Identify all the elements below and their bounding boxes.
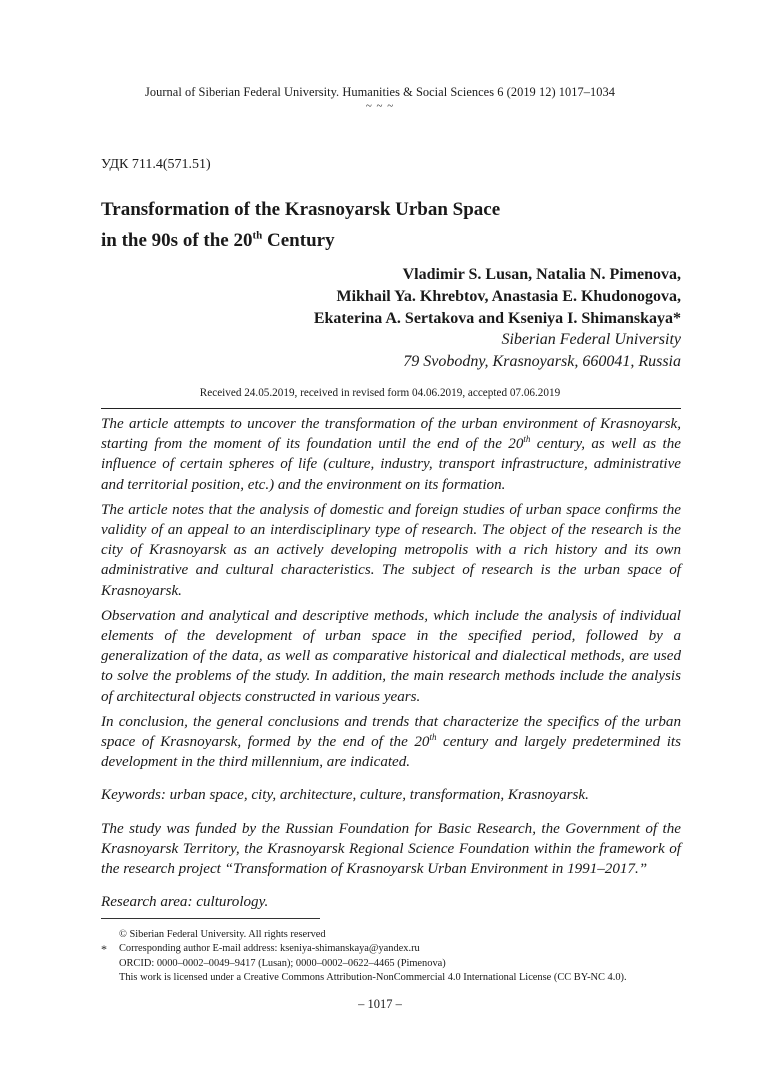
author-line: Ekaterina A. Sertakova and Kseniya I. Shimanskaya* (313, 310, 681, 327)
abstract-paragraph-2: The article notes that the analysis of domestic and foreign studies of urban space confirms the validity of an appeal to an interdisciplinary type of research. The object of the research is the city of Krasnoyarsk as an actively developing metropolis with a rich history and its own administrative and cultural characteristics. The subject of research is the urban space of Krasnoyarsk. (101, 501, 681, 599)
title-line-2-text: in the 90s of the 20 (101, 230, 253, 251)
header-ornament: ~ ~ ~ (365, 100, 395, 112)
page-number: – 1017 – (358, 997, 402, 1011)
abstract-paragraph-4 (101, 712, 681, 773)
title-line-1: Transformation of the Krasnoyarsk Urban Space (101, 199, 501, 220)
abstract-p4-text: In conclusion, the general conclusions and trends that characterize the specifics of the urban space of Krasnoyarsk, formed by the end of the 20 (101, 713, 681, 751)
footnote-rule (101, 918, 320, 919)
footnotes (101, 928, 699, 985)
affiliation (403, 329, 681, 372)
abstract-paragraph-1 (101, 414, 681, 495)
affiliation-address: 79 Svobodny, Krasnoyarsk, 660041, Russia (403, 352, 681, 370)
abstract-p4-superscript: th (429, 732, 437, 743)
journal-header: Journal of Siberian Federal University. Humanities & Social Sciences 6 (2019 12) 1017–1034 (145, 85, 615, 99)
author-line: Mikhail Ya. Khrebtov, Anastasia E. Khudonogova, (336, 288, 681, 305)
orcid-note: ORCID: 0000–0002–0049–9417 (Lusan); 0000–0002–0622–4465 (Pimenova) (119, 957, 446, 969)
abstract-p4-end: century and largely predetermined its development in the third millennium, are indicated. (101, 734, 681, 771)
copyright-note: © Siberian Federal University. All rights reserved (119, 929, 326, 940)
title-line-2-end: Century (262, 230, 335, 251)
abstract (101, 414, 681, 917)
research-area: Research area: culturology. (101, 894, 269, 911)
received-dates: Received 24.05.2019, received in revised form 04.06.2019, accepted 07.06.2019 (199, 387, 561, 399)
abstract-paragraph-3: Observation and analytical and descriptive methods, which include the analysis of individual elements of the development of urban space in the specified period, followed by a generalization of the data, as well as comparative historical and dialectical methods, are used to solve the problems of the study. In addition, the main research methods include the analysis of architectural objects constructed in various years. (101, 607, 681, 705)
abstract-p1-text: The article attempts to uncover the transformation of the urban environment of Krasnoyarsk, starting from the moment of its foundation until the end of the 20 (101, 416, 681, 453)
author-line: Vladimir S. Lusan, Natalia N. Pimenova, (402, 266, 681, 283)
udc-code: УДК 711.4(571.51) (101, 157, 211, 172)
abstract-p1-end: century, as well as the influence of certain spheres of life (culture, industry, transport infrastructure, administrative and territorial position, etc.) and the environment on its formation. (101, 436, 681, 493)
abstract-top-rule (101, 408, 681, 409)
article-title (101, 194, 681, 256)
keywords: Keywords: urban space, city, architecture, culture, transformation, Krasnoyarsk. (101, 787, 589, 804)
affiliation-institution: Siberian Federal University (501, 331, 681, 348)
license-note: This work is licensed under a Creative Commons Attribution-NonCommercial 4.0 International License (CC BY-NC 4.0). (119, 971, 627, 983)
funding-note: The study was funded by the Russian Foundation for Basic Research, the Government of the Krasnoyarsk Territory, the Krasnoyarsk Regional Science Foundation within the framework of the research project “Transformation of Krasnoyarsk Urban Environment in 1991–2017.” (101, 820, 681, 878)
footnote-star: * (101, 942, 107, 957)
corresponding-author-note (101, 942, 699, 957)
author-list (314, 264, 681, 330)
abstract-p1-superscript: th (523, 434, 531, 445)
title-superscript: th (252, 229, 263, 242)
corresponding-author-email[interactable]: Corresponding author E-mail address: kseniya-shimanskaya@yandex.ru (119, 943, 420, 955)
title-line-2 (101, 225, 681, 256)
